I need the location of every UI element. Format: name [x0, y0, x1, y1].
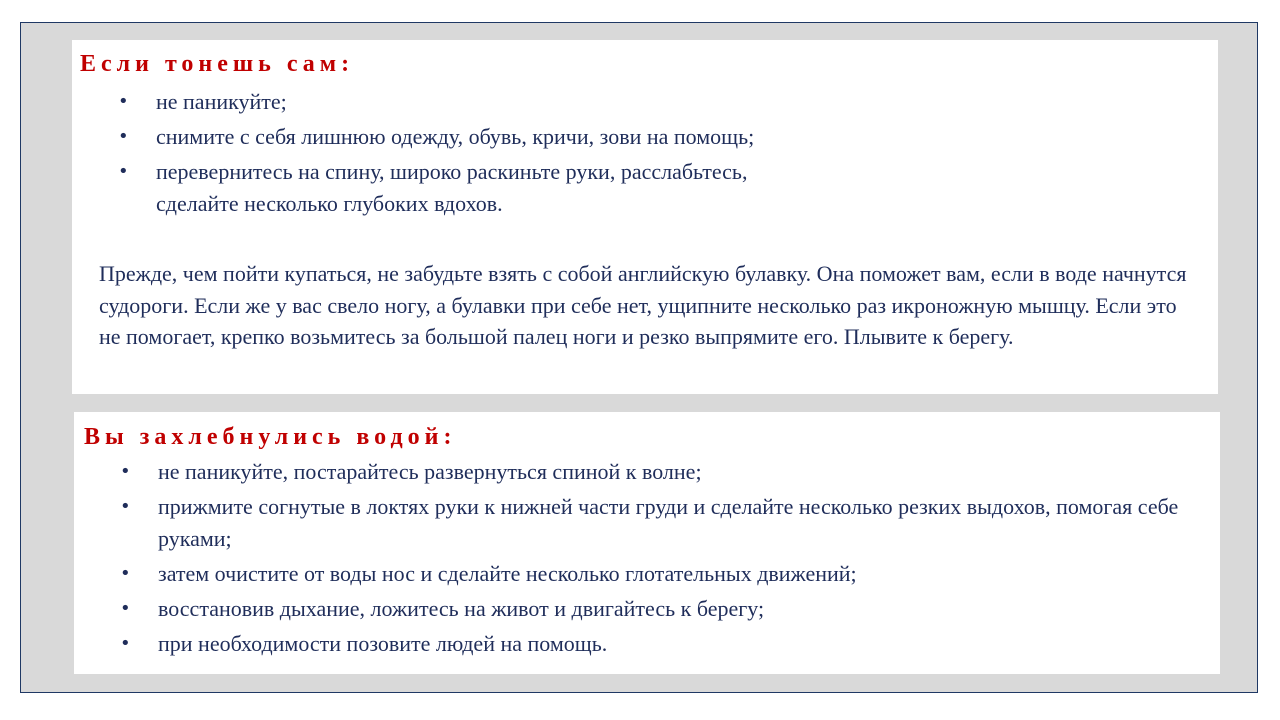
- list-item-text: прижмите согнутые в локтях руки к нижней части груди и сделайте несколько резких выдохов, помогая себе руками;: [158, 494, 1179, 551]
- cramp-advice-paragraph: Прежде, чем пойти купаться, не забудьте взять с собой английскую булавку. Она поможет вам, если в воде начнутся судороги. Если же у вас свело ногу, а булавки при себе нет, ущипните несколько раз икроножную мышцу. Если это не помогает, крепко возьмитесь за большой палец ноги и резко выпрямите его. Плывите к берегу.: [99, 261, 1187, 349]
- list-item: [118, 86, 1198, 118]
- bullet-icon: •: [118, 126, 129, 147]
- list-item-text: не паникуйте;: [156, 89, 287, 114]
- list-item-text: снимите с себя лишнюю одежду, обувь, кричи, зови на помощь;: [156, 124, 755, 149]
- list-item-text: при необходимости позовите людей на помощь.: [158, 631, 608, 656]
- bullet-icon: •: [118, 91, 129, 112]
- list-item-text: затем очистите от воды нос и сделайте несколько глотательных движений;: [158, 561, 857, 586]
- bullet-icon: •: [120, 461, 131, 482]
- list-item-text: не паникуйте, постарайтесь развернуться спиной к волне;: [158, 459, 702, 484]
- list-item-text: перевернитесь на спину, широко раскиньте руки, расслабьтесь, сделайте несколько глубоких вдохов.: [156, 159, 748, 216]
- bullet-icon: •: [120, 563, 131, 584]
- drowning-yourself-heading: Если тонешь сам:: [80, 51, 355, 77]
- list-item-text: восстановив дыхание, ложитесь на живот и двигайтесь к берегу;: [158, 596, 765, 621]
- bullet-icon: •: [120, 496, 131, 517]
- choked-on-water-heading: Вы захлебнулись водой:: [84, 424, 457, 450]
- list-item: [120, 628, 1200, 660]
- choked-on-water-list: [120, 456, 1200, 663]
- list-item: [120, 593, 1200, 625]
- list-item: [118, 156, 1198, 220]
- bullet-icon: •: [118, 161, 129, 182]
- list-item: [120, 491, 1200, 555]
- drowning-yourself-list: [118, 86, 1198, 223]
- list-item: [120, 456, 1200, 488]
- bullet-icon: •: [120, 598, 131, 619]
- drowning-yourself-panel: [72, 40, 1218, 394]
- list-item: [118, 121, 1198, 153]
- choked-on-water-panel: [74, 412, 1220, 674]
- list-item: [120, 558, 1200, 590]
- bullet-icon: •: [120, 633, 131, 654]
